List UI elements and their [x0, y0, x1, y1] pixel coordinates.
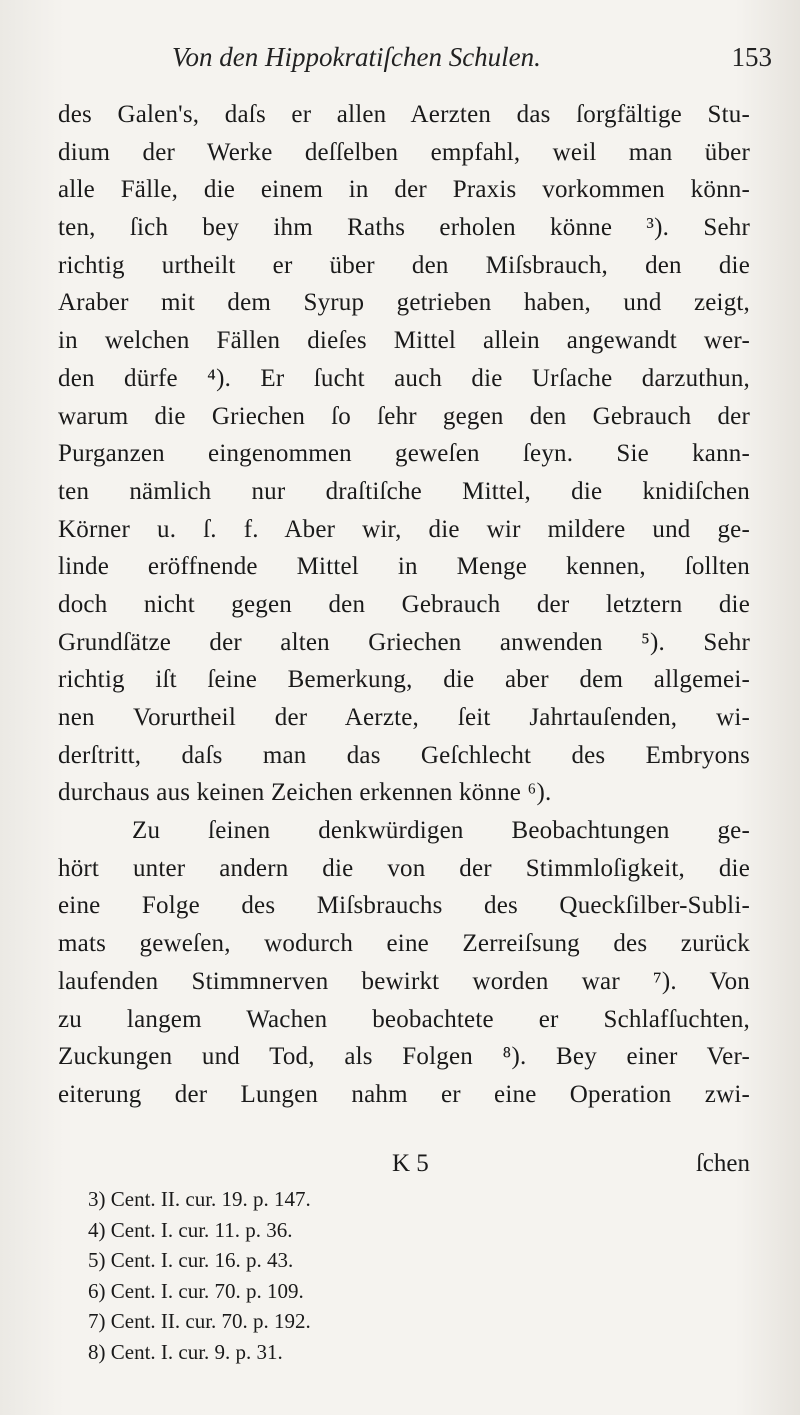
text-line: mats geweſen, wodurch eine Zerreiſsung des zurück — [58, 930, 750, 958]
text-line: eiterung der Lungen nahm er eine Operation zwi- — [58, 1080, 750, 1108]
text-line: durchaus aus keinen Zeichen erkennen könne ⁶). — [58, 779, 552, 807]
running-title: Von den Hippokratiſchen Schulen. — [172, 42, 541, 72]
text-line: ten, ſich bey ihm Raths erholen könne ³). Sehr — [58, 214, 750, 242]
body-text — [58, 96, 750, 1114]
page-number: 153 — [731, 42, 772, 72]
text-line: derſtritt, daſs man das Geſchlecht des Embryons — [58, 741, 750, 769]
catch-line — [58, 1150, 750, 1184]
text-line: dium der Werke deſſelben empfahl, weil man über — [58, 138, 750, 166]
text-line: richtig urtheilt er über den Miſsbrauch, den die — [58, 251, 750, 279]
text-line: zu langem Wachen beobachtete er Schlafſuchten, — [58, 1005, 750, 1033]
text-line: Purganzen eingenommen geweſen ſeyn. Sie kann- — [58, 440, 750, 468]
signature-mark: K 5 — [392, 1150, 429, 1177]
text-line: den dürfe ⁴). Er ſucht auch die Urſache darzuthun, — [58, 364, 750, 392]
text-line: laufenden Stimmnerven bewirkt worden war ⁷). Von — [58, 967, 750, 995]
text-line: alle Fälle, die einem in der Praxis vorkommen könn- — [58, 176, 750, 204]
text-line: linde eröffnende Mittel in Menge kennen, ſollten — [58, 553, 750, 581]
catchword: ſchen — [695, 1150, 750, 1177]
footnotes — [88, 1184, 508, 1368]
text-line: Grundſätze der alten Griechen anwenden ⁵). Sehr — [58, 628, 750, 656]
text-line: eine Folge des Miſsbrauchs des Queckſilber-Subli- — [58, 892, 750, 920]
text-line: Körner u. ſ. f. Aber wir, die wir mildere und ge- — [58, 515, 750, 543]
footnote: 3) Cent. II. cur. 19. p. 147. — [88, 1187, 311, 1211]
text-line: warum die Griechen ſo ſehr gegen den Gebrauch der — [58, 402, 750, 430]
text-line: Zu ſeinen denkwürdigen Beobachtungen ge- — [132, 817, 750, 845]
text-line: hört unter andern die von der Stimmloſigkeit, die — [58, 854, 750, 882]
footnote: 5) Cent. I. cur. 16. p. 43. — [88, 1248, 294, 1273]
footnote: 4) Cent. I. cur. 11. p. 36. — [88, 1217, 293, 1242]
text-line: doch nicht gegen den Gebrauch der letztern die — [58, 590, 750, 618]
text-line: Araber mit dem Syrup getrieben haben, und zeigt, — [58, 289, 750, 317]
page-header — [60, 42, 772, 82]
text-line: ten nämlich nur draſtiſche Mittel, die knidiſchen — [58, 477, 750, 505]
footnote: 8) Cent. I. cur. 9. p. 31. — [88, 1339, 283, 1364]
footnote: 6) Cent. I. cur. 70. p. 109. — [88, 1278, 304, 1303]
footnote: 7) Cent. II. cur. 70. p. 192. — [88, 1309, 311, 1334]
text-line: richtig iſt ſeine Bemerkung, die aber dem allgemei- — [58, 666, 750, 694]
text-line: des Galen's, daſs er allen Aerzten das ſorgfältige Stu- — [58, 101, 750, 128]
text-line: Zuckungen und Tod, als Folgen ⁸). Bey einer Ver- — [58, 1043, 750, 1071]
text-line: in welchen Fällen dieſes Mittel allein angewandt wer- — [58, 327, 750, 355]
text-line: nen Vorurtheil der Aerzte, ſeit Jahrtauſenden, wi- — [58, 704, 750, 731]
